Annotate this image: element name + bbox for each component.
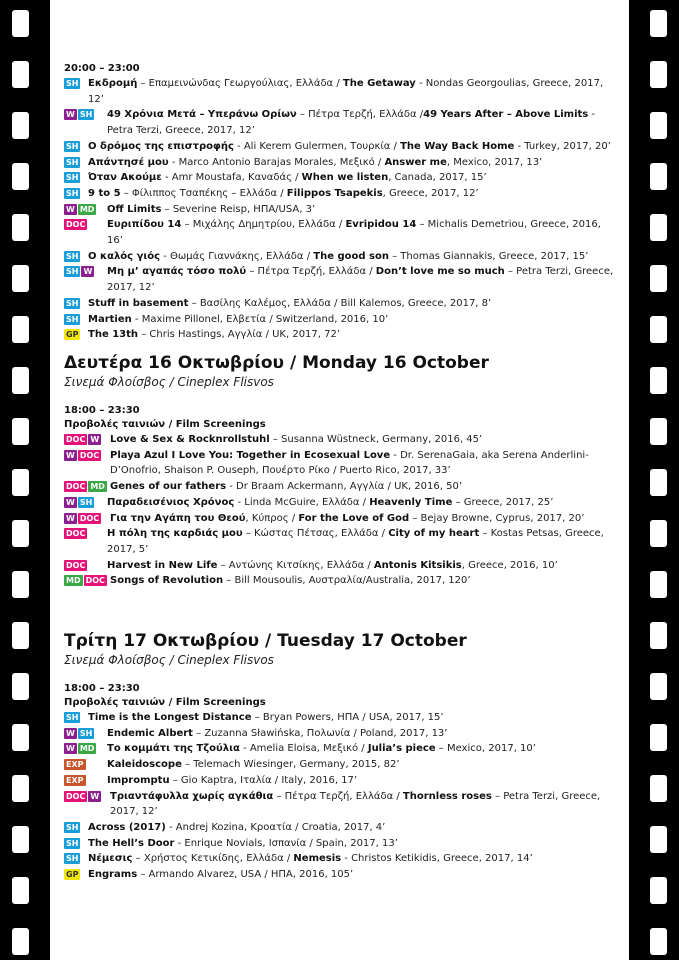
film-hole: [650, 673, 667, 700]
film-details: – Mexico, 2017, 10’: [435, 743, 536, 755]
film-details: – Μιχάλης Δημητρίου, Ελλάδα /: [181, 219, 346, 231]
film-hole: [12, 265, 29, 292]
category-badge: SH: [66, 713, 79, 722]
film-details: , Canada, 2017, 15’: [388, 172, 487, 184]
film-hole: [650, 826, 667, 853]
category-tags: [64, 743, 96, 754]
category-badge: SH: [66, 141, 79, 151]
category-badge: W: [83, 267, 93, 277]
film-hole: [12, 673, 29, 700]
category-badge: DOC: [66, 220, 86, 230]
film-hole: [12, 469, 29, 496]
subheading: Προβολές ταινιών / Film Screenings: [64, 697, 266, 708]
film-details: – Severine Reisp, ΗΠΑ/USA, 3’: [161, 203, 316, 215]
film-details: – Αντώνης Κιτσίκης, Ελλάδα /: [217, 559, 374, 571]
film-title-en: City of my heart: [388, 528, 480, 540]
film-title-en: For the Love of God: [298, 512, 410, 524]
category-tags: [64, 329, 80, 340]
film-details: , Greece, 2017, 12’: [382, 187, 479, 199]
section-monday: [64, 352, 617, 589]
film-title: 49 Χρόνια Μετά – Υπεράνω Ορίων: [107, 109, 297, 121]
film-details: – Kostas Petsas, Greece, 2017, 5’: [107, 528, 604, 555]
list-item: [64, 495, 617, 511]
category-badge: SH: [79, 110, 93, 120]
category-badge: W: [66, 450, 75, 460]
film-details: – Zuzanna Sławińska, Πολωνία / Poland, 2017, 13’: [192, 727, 448, 739]
category-badge: W: [66, 110, 75, 120]
film-title: Για την Αγάπη του Θεού: [110, 512, 246, 524]
schedule-page: [50, 0, 629, 960]
category-tags: [64, 513, 101, 524]
category-badge: W: [66, 728, 75, 738]
film-hole: [12, 877, 29, 904]
film-details: - Amelia Eloisa, Μεξικό /: [239, 743, 368, 755]
film-details: – Telemach Wiesinger, Germany, 2015, 82’: [181, 759, 400, 771]
time-range: 18:00 – 23:30: [64, 683, 140, 694]
category-tags: [64, 869, 80, 880]
film-hole: [650, 928, 667, 955]
film-title: Playa Azul I Love You: Together in Ecosexual Love: [110, 449, 391, 461]
film-hole: [12, 61, 29, 88]
film-hole: [650, 418, 667, 445]
film-details: - Petra Terzi, Greece, 2017, 12’: [107, 109, 596, 137]
time-range: 18:00 – 23:30: [64, 405, 140, 416]
film-title-en: Heavenly Time: [369, 496, 453, 508]
list-item: [64, 107, 617, 138]
category-tags: [64, 775, 86, 786]
category-badge: MD: [79, 204, 95, 214]
film-hole: [650, 724, 667, 751]
film-title-en: Antonis Kitsikis: [373, 559, 462, 571]
category-tags: [64, 528, 87, 539]
film-details: – Bejay Browne, Cyprus, 2017, 20’: [409, 512, 585, 524]
section-tuesday: [64, 630, 617, 883]
film-title-en: The good son: [313, 250, 389, 262]
film-details: – Κώστας Πέτσας, Ελλάδα /: [242, 528, 389, 540]
film-title: Η πόλη της καρδιάς μου: [107, 528, 243, 540]
film-hole: [650, 469, 667, 496]
list-item: [64, 249, 617, 265]
film-title: Across (2017): [88, 821, 166, 833]
list-item: [64, 312, 617, 328]
entry-list: [64, 710, 617, 883]
category-tags: [64, 728, 94, 739]
film-hole: [650, 163, 667, 190]
film-details: , Mexico, 2017, 13’: [446, 156, 543, 168]
entry-list: [64, 432, 617, 589]
film-hole: [12, 520, 29, 547]
category-badge: SH: [66, 854, 79, 864]
category-badge: W: [90, 435, 100, 444]
film-title: Endemic Albert: [107, 727, 193, 739]
list-item: [64, 710, 617, 726]
category-tags: [64, 791, 101, 802]
film-details: – Πέτρα Τερζή, Ελλάδα /: [273, 790, 403, 802]
film-hole: [650, 10, 667, 37]
film-title: Harvest in New Life: [107, 559, 218, 571]
category-badge: DOC: [66, 482, 86, 492]
category-badge: GP: [66, 330, 79, 340]
film-details: - Amr Moustafa, Καναδάς /: [161, 172, 302, 184]
film-title-en: Nemesis: [293, 853, 342, 865]
category-tags: [64, 172, 80, 183]
category-badge: SH: [66, 251, 79, 261]
category-badge: SH: [66, 267, 79, 277]
category-tags: [64, 314, 80, 325]
category-badge: MD: [66, 576, 81, 586]
category-badge: W: [66, 497, 75, 507]
film-hole: [12, 10, 29, 37]
film-title-en: Julia’s piece: [367, 743, 436, 755]
film-title: Impromptu: [107, 774, 170, 786]
film-title-en: Don’t love me so much: [375, 266, 505, 278]
film-hole: [650, 112, 667, 139]
list-item: [64, 789, 617, 820]
film-hole: [12, 724, 29, 751]
category-badge: SH: [66, 314, 79, 324]
film-hole: [12, 928, 29, 955]
category-badge: SH: [66, 173, 79, 183]
film-title-en: 49 Years After – Above Limits: [423, 109, 589, 121]
film-details: – Greece, 2017, 25’: [452, 496, 554, 508]
film-hole: [12, 112, 29, 139]
film-hole: [12, 622, 29, 649]
film-details: - Turkey, 2017, 20’: [514, 140, 611, 152]
category-tags: [64, 497, 94, 508]
film-title: Kaleidoscope: [107, 759, 182, 771]
film-details: - Linda McGuire, Ελλάδα /: [234, 496, 370, 508]
film-strip-left: [0, 0, 50, 960]
film-title: Μη μ’ αγαπάς τόσο πολύ: [107, 266, 247, 278]
film-details: - Enrique Novials, Ισπανία / Spain, 2017, 13’: [174, 837, 398, 849]
list-item: [64, 573, 617, 589]
list-item: [64, 139, 617, 155]
category-tags: [64, 560, 87, 571]
film-title: Παραδεισένιος Χρόνος: [107, 496, 235, 508]
film-hole: [650, 367, 667, 394]
list-item: [64, 432, 617, 448]
film-title: Time is the Longest Distance: [88, 712, 252, 723]
category-badge: W: [90, 791, 100, 801]
film-hole: [650, 877, 667, 904]
category-tags: [64, 141, 80, 152]
film-strip-right: [629, 0, 679, 960]
film-title: Love & Sex & Rocknrollstuhl: [110, 434, 270, 445]
category-tags: [64, 822, 80, 833]
film-details: – Bryan Powers, ΗΠΑ / USA, 2017, 15’: [251, 712, 444, 723]
film-details: - Ali Kerem Gulermen, Τουρκία /: [233, 140, 401, 152]
category-badge: EXP: [66, 760, 84, 770]
category-tags: [64, 298, 80, 309]
film-title: Το κομμάτι της Τζούλια: [107, 743, 240, 755]
category-badge: SH: [66, 298, 79, 308]
list-item: [64, 264, 617, 295]
film-details: - Dr Braam Ackermann, Αγγλία / UK, 2016, 50’: [226, 481, 463, 493]
list-item: [64, 836, 617, 852]
film-hole: [650, 571, 667, 598]
film-title: Ο δρόμος της επιστροφής: [88, 140, 234, 152]
film-details: – Thomas Giannakis, Greece, 2017, 15’: [388, 250, 589, 262]
category-badge: SH: [66, 822, 79, 832]
film-title-en: The Getaway: [342, 78, 416, 89]
film-title: Genes of our fathers: [110, 481, 227, 493]
film-details: – Πέτρα Τερζή, Ελλάδα /: [296, 109, 424, 121]
film-hole: [12, 418, 29, 445]
list-item: [64, 511, 617, 527]
film-hole: [12, 214, 29, 241]
category-tags: [64, 575, 107, 586]
category-tags: [64, 838, 80, 849]
film-details: – Επαμεινώνδας Γεωργούλιας, Ελλάδα /: [137, 78, 343, 89]
list-item: [64, 448, 617, 479]
film-title: Νέμεσις: [88, 853, 133, 865]
category-badge: SH: [66, 157, 79, 167]
category-badge: W: [66, 744, 75, 754]
category-tags: [64, 853, 80, 864]
category-badge: MD: [90, 482, 105, 492]
entry-list: [64, 76, 617, 343]
film-title-en: The Way Back Home: [400, 140, 515, 152]
film-details: – Susanna Wüstneck, Germany, 2016, 45’: [269, 434, 483, 445]
film-title-en: Answer me: [384, 156, 447, 168]
film-hole: [650, 622, 667, 649]
film-details: – Petra Terzi, Greece, 2017, 12’: [110, 790, 601, 818]
category-badge: W: [66, 204, 75, 214]
film-title: Songs of Revolution: [110, 575, 224, 587]
film-title: 9 to 5: [88, 187, 121, 199]
category-tags: [64, 251, 80, 262]
film-details: – Armando Alvarez, USA / ΗΠΑ, 2016, 105’: [137, 869, 354, 881]
list-item: [64, 726, 617, 742]
film-details: - Christos Ketikidis, Greece, 2017, 14’: [341, 853, 533, 865]
film-hole: [12, 163, 29, 190]
category-badge: DOC: [79, 513, 100, 523]
day-title: Δευτέρα 16 Οκτωβρίου / Monday 16 October: [64, 353, 489, 373]
film-details: – Michalis Demetriou, Greece, 2016, 16’: [107, 219, 601, 247]
film-details: – Gio Kaptra, Ιταλία / Italy, 2016, 17’: [169, 774, 358, 786]
film-title: Ευριπίδου 14: [107, 219, 182, 231]
list-item: [64, 170, 617, 186]
film-title: Εκδρομή: [88, 78, 138, 89]
category-badge: SH: [66, 79, 79, 88]
category-tags: [64, 109, 94, 120]
day-title: Τρίτη 17 Οκτωβρίου / Tuesday 17 October: [64, 631, 467, 651]
film-title-en: Filippos Tsapekis: [286, 187, 383, 199]
list-item: [64, 296, 617, 312]
film-details: - Andrej Kozina, Κροατία / Croatia, 2017, 4’: [165, 821, 386, 833]
film-title-en: Thornless roses: [402, 790, 492, 802]
film-title: The 13th: [88, 329, 139, 341]
list-item: [64, 773, 617, 789]
category-badge: DOC: [66, 791, 86, 801]
film-hole: [650, 61, 667, 88]
category-badge: W: [66, 513, 75, 523]
category-badge: DOC: [85, 576, 105, 586]
film-hole: [650, 214, 667, 241]
category-tags: [64, 712, 80, 723]
film-hole: [650, 520, 667, 547]
category-badge: SH: [79, 497, 93, 507]
film-details: - Maxime Pillonel, Ελβετία / Switzerland, 2016, 10’: [131, 313, 389, 325]
film-title: The Hell’s Door: [88, 837, 175, 849]
list-item: [64, 851, 617, 867]
film-title: Απάντησέ μου: [88, 156, 169, 168]
film-hole: [650, 265, 667, 292]
film-details: - Θωμάς Γιαννάκης, Ελλάδα /: [160, 250, 314, 262]
film-hole: [12, 571, 29, 598]
venue: Σινεμά Φλοίσβος / Cineplex Flisvos: [64, 375, 274, 389]
list-item: [64, 757, 617, 773]
list-item: [64, 558, 617, 574]
category-tags: [64, 204, 96, 215]
film-title: Off Limits: [107, 203, 162, 215]
category-badge: DOC: [79, 450, 100, 460]
time-range: 20:00 – 23:00: [64, 63, 140, 74]
list-item: [64, 155, 617, 171]
film-hole: [12, 316, 29, 343]
list-item: [64, 526, 617, 557]
film-details: - Nondas Georgoulias, Greece, 2017, 12’: [88, 78, 604, 105]
category-tags: [64, 481, 107, 492]
film-title: Martien: [88, 313, 132, 325]
category-badge: SH: [66, 188, 79, 198]
category-tags: [64, 188, 80, 199]
film-title: Stuff in basement: [88, 297, 189, 309]
film-details: – Φίλιππος Τσαπέκης – Ελλάδα /: [120, 187, 287, 199]
list-item: [64, 741, 617, 757]
category-tags: [64, 219, 87, 230]
film-details: , Κύπρος /: [245, 512, 299, 524]
film-details: – Χρήστος Κετικίδης, Ελλάδα /: [132, 853, 294, 865]
category-tags: [64, 450, 101, 461]
category-badge: EXP: [66, 775, 84, 785]
subheading: Προβολές ταινιών / Film Screenings: [64, 419, 266, 430]
list-item: [64, 327, 617, 343]
category-tags: [64, 759, 86, 770]
list-item: [64, 820, 617, 836]
film-details: – Petra Terzi, Greece, 2017, 12’: [107, 266, 614, 294]
category-badge: SH: [66, 838, 79, 848]
list-item: [64, 76, 617, 107]
film-details: – Βασίλης Καλέμος, Ελλάδα / Bill Kalemos, Greece, 2017, 8’: [188, 297, 492, 309]
film-details: - Marco Antonio Barajas Morales, Μεξικό /: [168, 156, 385, 168]
film-title: Όταν Ακούμε: [88, 172, 162, 184]
film-hole: [650, 316, 667, 343]
category-tags: [64, 157, 80, 168]
category-badge: DOC: [66, 435, 86, 444]
film-details: - Dr. SerenaGaia, aka Serena Anderlini-D’Onofrio, Shaison P. Ouseph, Πουέρτο Ρίκο / Puerto Rico, 2017, 33’: [110, 449, 589, 477]
category-tags: [64, 434, 101, 445]
list-item: [64, 217, 617, 248]
category-badge: MD: [79, 744, 95, 754]
film-hole: [650, 775, 667, 802]
film-hole: [12, 367, 29, 394]
film-details: – Bill Mousoulis, Αυστραλία/Australia, 2017, 120’: [223, 575, 471, 587]
category-tags: [64, 266, 94, 277]
venue: Σινεμά Φλοίσβος / Cineplex Flisvos: [64, 653, 274, 667]
film-hole: [12, 775, 29, 802]
film-hole: [12, 826, 29, 853]
list-item: [64, 867, 617, 883]
film-details: , Greece, 2016, 10’: [461, 559, 558, 571]
category-badge: DOC: [66, 560, 86, 570]
category-badge: DOC: [66, 529, 86, 539]
list-item: [64, 186, 617, 202]
section-evening: [64, 62, 617, 343]
film-title: Ο καλός γιός: [88, 250, 161, 262]
list-item: [64, 479, 617, 495]
film-title-en: When we listen: [301, 172, 389, 184]
list-item: [64, 202, 617, 218]
film-title-en: Evripidou 14: [345, 219, 417, 231]
film-title: Τριαντάφυλλα χωρίς αγκάθια: [110, 790, 274, 802]
category-tags: [64, 78, 80, 89]
film-details: – Chris Hastings, Αγγλία / UK, 2017, 72’: [138, 329, 341, 341]
category-badge: SH: [79, 728, 93, 738]
film-details: – Πέτρα Τερζή, Ελλάδα /: [246, 266, 376, 278]
category-badge: GP: [66, 870, 79, 880]
film-title: Engrams: [88, 869, 138, 881]
